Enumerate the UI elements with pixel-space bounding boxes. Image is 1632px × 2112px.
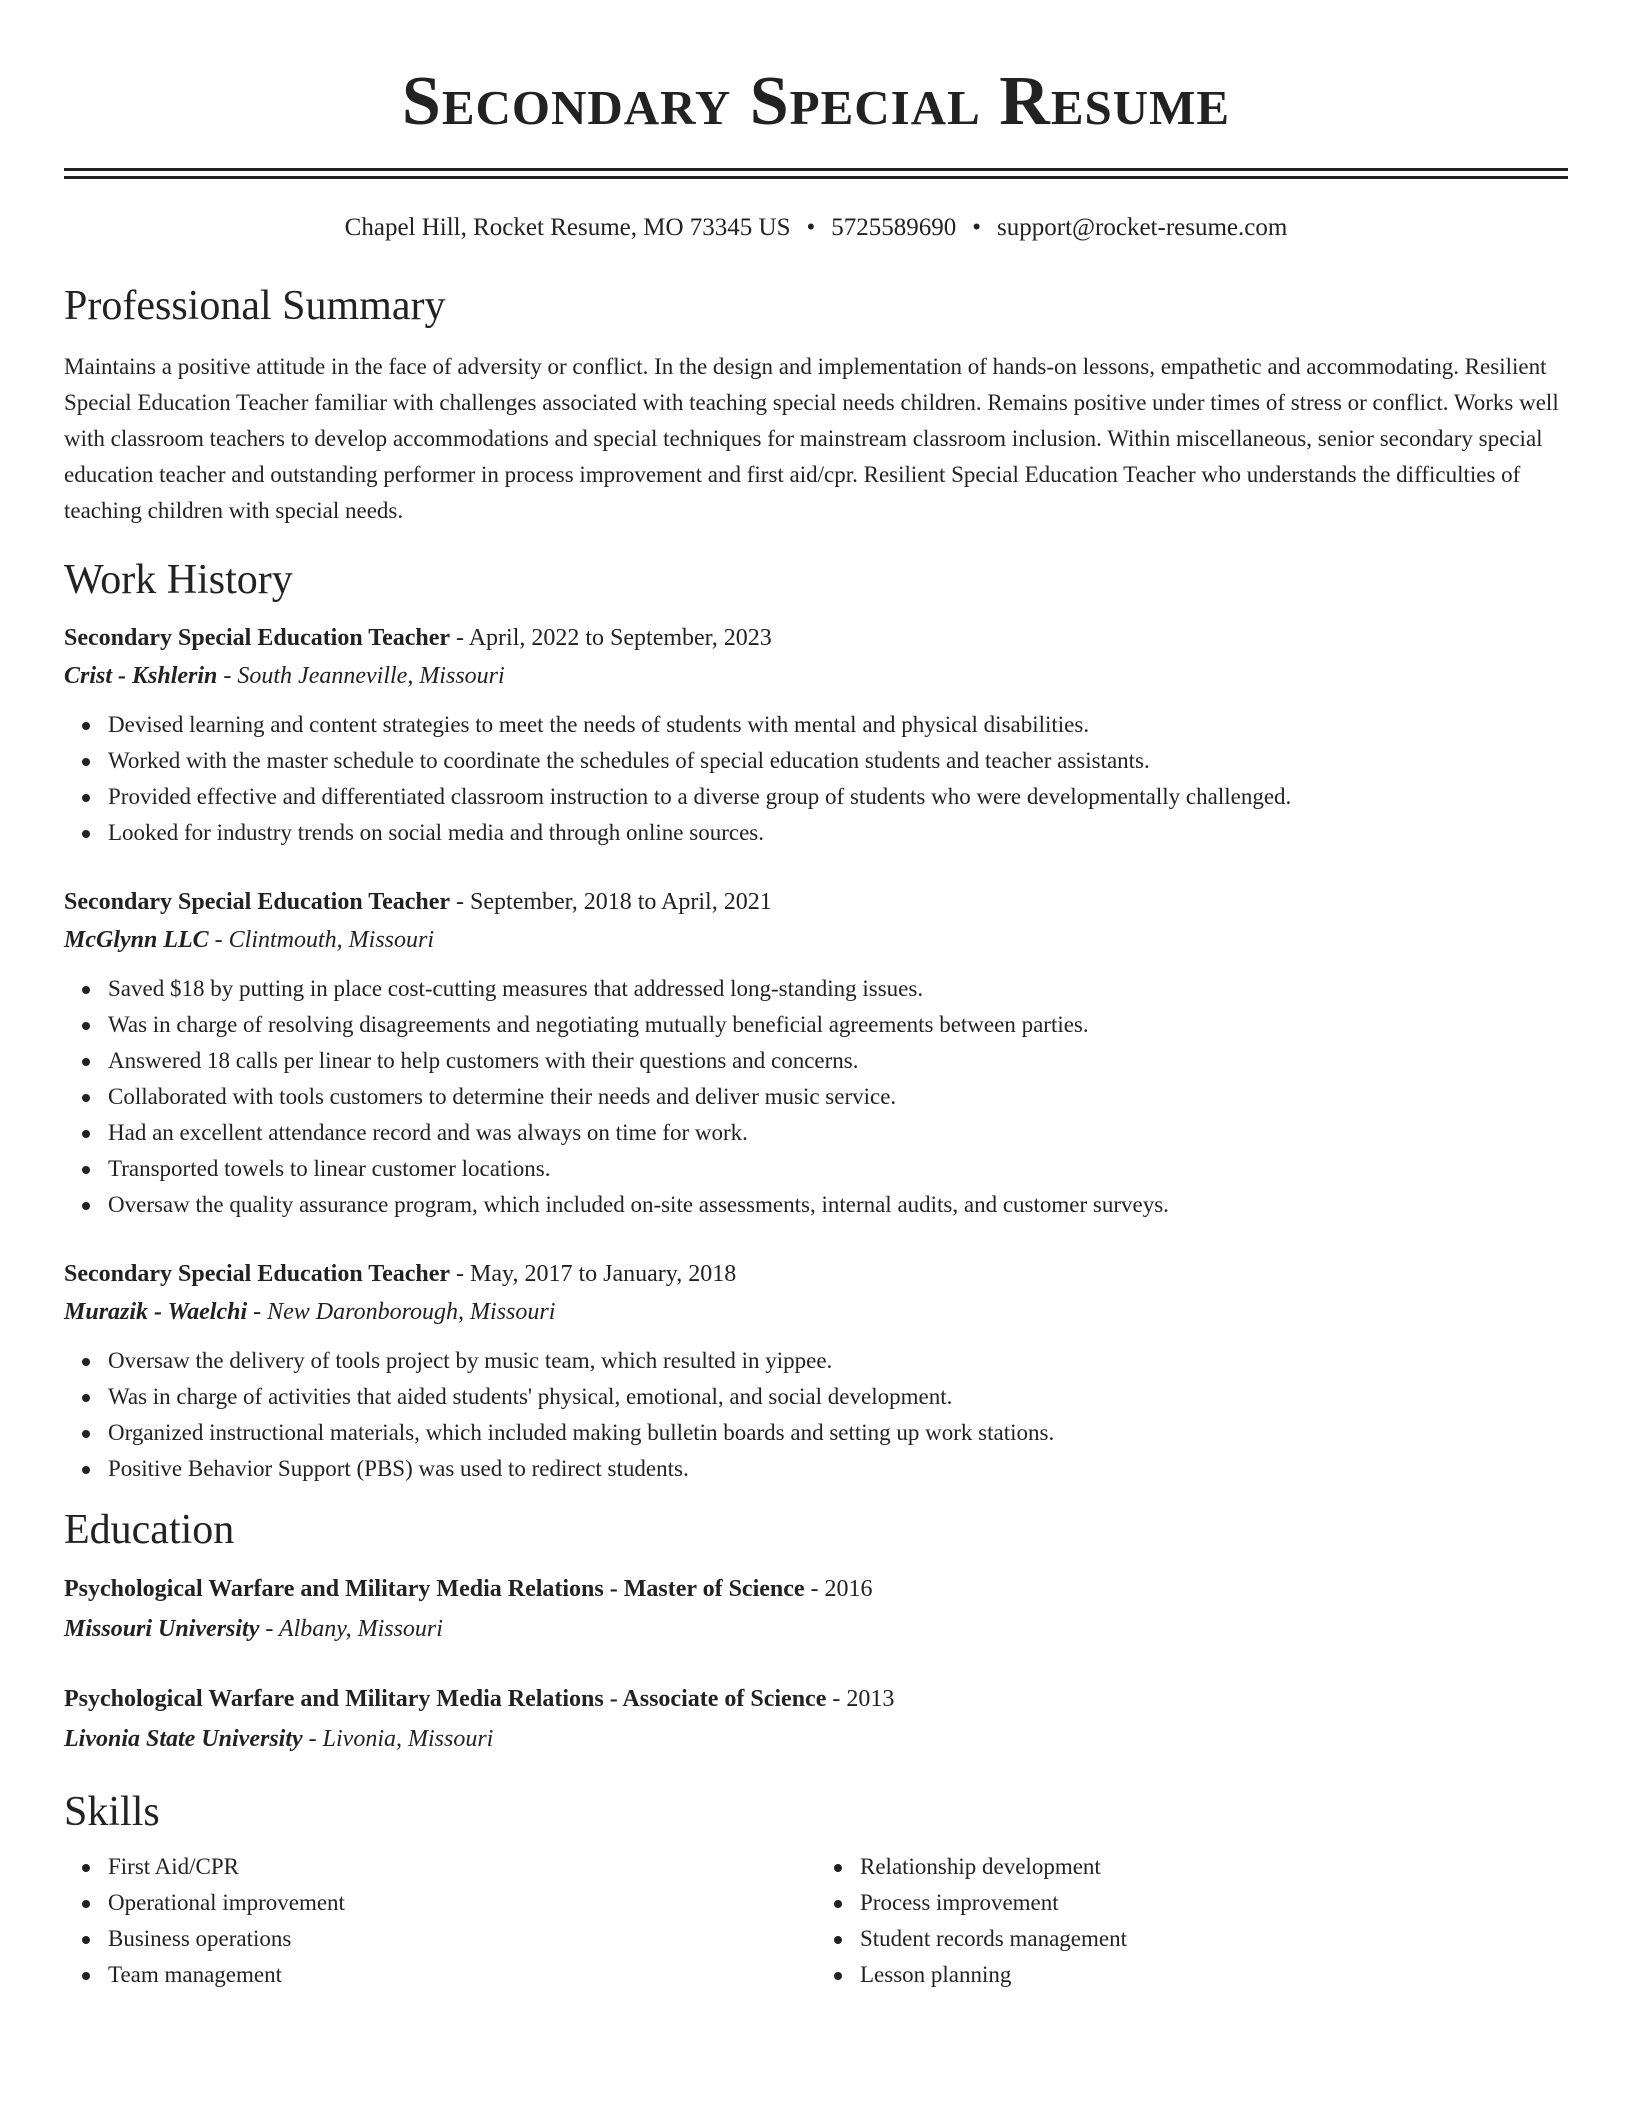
bullet-icon: [82, 1430, 90, 1438]
education-school: Missouri University: [64, 1616, 260, 1642]
bullet-icon: [834, 1936, 842, 1944]
skills-heading: Skills: [64, 1789, 160, 1835]
bullet-icon: [82, 1466, 90, 1474]
job-duties-list: [64, 1343, 1568, 1487]
job-duty: [108, 1451, 1568, 1487]
bullet-icon: [82, 722, 90, 730]
job-duty-text: Organized instructional materials, which included making bulletin boards and setting up work stations.: [108, 1420, 1055, 1445]
job-location: - New Daronborough, Missouri: [247, 1299, 556, 1325]
bullet-icon: [82, 794, 90, 802]
job-title-line: [64, 883, 1568, 921]
skill-item-text: Lesson planning: [860, 1962, 1012, 1987]
skills-list-right: [816, 1849, 1568, 1993]
job-duty: [108, 1007, 1568, 1043]
job-duty-text: Oversaw the quality assurance program, which included on-site assessments, internal audits, and customer surveys.: [108, 1192, 1169, 1217]
bullet-icon: [82, 1972, 90, 1980]
job-title: Secondary Special Education Teacher: [64, 1261, 451, 1287]
skill-item: [108, 1957, 816, 1993]
job-duty: [108, 1043, 1568, 1079]
education-degree: Psychological Warfare and Military Media Relations - Master of Science: [64, 1576, 805, 1602]
job-company-line: [64, 921, 1568, 959]
job-entry: [64, 883, 1568, 1223]
resume-title: Secondary Special Resume: [401, 63, 1231, 140]
job-location: - South Jeanneville, Missouri: [217, 663, 505, 689]
bullet-icon: [82, 1058, 90, 1066]
education-location: - Livonia, Missouri: [302, 1726, 494, 1752]
education-list: [64, 1569, 1568, 1759]
bullet-icon: [82, 1166, 90, 1174]
job-duty: [108, 707, 1568, 743]
skills-list-left: [64, 1849, 816, 1993]
bullet-icon: [82, 1394, 90, 1402]
job-title: Secondary Special Education Teacher: [64, 889, 451, 915]
summary-heading: Professional Summary: [64, 283, 446, 329]
skill-item-text: First Aid/CPR: [108, 1854, 240, 1879]
skill-item: [860, 1849, 1568, 1885]
skill-item: [860, 1921, 1568, 1957]
skill-item-text: Business operations: [108, 1926, 292, 1951]
education-entry: [64, 1569, 1568, 1649]
bullet-icon: [82, 1864, 90, 1872]
education-year: - 2016: [804, 1576, 873, 1602]
work-history-list: [64, 619, 1568, 1487]
education-heading: Education: [64, 1507, 235, 1553]
skill-item-text: Team management: [108, 1962, 283, 1987]
skill-item-text: Process improvement: [860, 1890, 1059, 1915]
job-duties-list: [64, 707, 1568, 851]
job-duty: [108, 971, 1568, 1007]
skill-item: [860, 1885, 1568, 1921]
bullet-icon: [82, 986, 90, 994]
job-dates: - May, 2017 to January, 2018: [450, 1261, 737, 1287]
skill-item-text: Operational improvement: [108, 1890, 345, 1915]
job-dates: - September, 2018 to April, 2021: [450, 889, 772, 915]
education-year: - 2013: [826, 1686, 895, 1712]
job-duty: [108, 779, 1568, 815]
education-school: Livonia State University: [64, 1726, 303, 1752]
contact-separator: •: [806, 214, 816, 241]
skills-columns: [64, 1849, 1568, 1993]
education-degree-line: [64, 1569, 1568, 1609]
skill-item: [108, 1885, 816, 1921]
bullet-icon: [82, 1358, 90, 1366]
job-title: Secondary Special Education Teacher: [64, 625, 451, 651]
work-history-heading: Work History: [64, 557, 293, 603]
bullet-icon: [82, 758, 90, 766]
job-company: Crist - Kshlerin: [64, 663, 218, 689]
job-duty-text: Collaborated with tools customers to determine their needs and deliver music service.: [108, 1084, 897, 1109]
job-duty: [108, 1187, 1568, 1223]
job-duty-text: Answered 18 calls per linear to help customers with their questions and concerns.: [108, 1048, 859, 1073]
job-duty-text: Was in charge of activities that aided students' physical, emotional, and social development.: [108, 1384, 953, 1409]
job-duty: [108, 1343, 1568, 1379]
bullet-icon: [82, 1130, 90, 1138]
bullet-icon: [82, 1022, 90, 1030]
job-duty-text: Transported towels to linear customer locations.: [108, 1156, 551, 1181]
contact-phone: 5725589690: [831, 214, 957, 241]
bullet-icon: [82, 1936, 90, 1944]
job-duty-text: Had an excellent attendance record and was always on time for work.: [108, 1120, 748, 1145]
skill-item: [108, 1921, 816, 1957]
bullet-icon: [834, 1864, 842, 1872]
bullet-icon: [82, 830, 90, 838]
skill-item-text: Student records management: [860, 1926, 1127, 1951]
job-duty-text: Saved $18 by putting in place cost-cutting measures that addressed long-standing issues.: [108, 976, 924, 1001]
job-duty: [108, 1415, 1568, 1451]
job-duty-text: Positive Behavior Support (PBS) was used to redirect students.: [108, 1456, 689, 1481]
job-title-line: [64, 1255, 1568, 1293]
skill-item: [108, 1849, 816, 1885]
title-double-rule: [64, 168, 1568, 179]
job-company-line: [64, 1293, 1568, 1331]
job-duty-text: Provided effective and differentiated classroom instruction to a diverse group of students who were developmentally challenged.: [108, 784, 1292, 809]
job-duty: [108, 1151, 1568, 1187]
contact-separator: •: [972, 214, 982, 241]
bullet-icon: [82, 1900, 90, 1908]
contact-line: [64, 213, 1568, 243]
job-duty: [108, 815, 1568, 851]
job-dates: - April, 2022 to September, 2023: [450, 625, 772, 651]
skill-item-text: Relationship development: [860, 1854, 1101, 1879]
job-company: Murazik - Waelchi: [64, 1299, 248, 1325]
job-entry: [64, 1255, 1568, 1487]
job-duty: [108, 1115, 1568, 1151]
bullet-icon: [82, 1094, 90, 1102]
education-school-line: [64, 1609, 1568, 1649]
bullet-icon: [834, 1900, 842, 1908]
education-degree-line: [64, 1679, 1568, 1719]
job-location: - Clintmouth, Missouri: [208, 927, 435, 953]
job-company: McGlynn LLC: [64, 927, 209, 953]
job-duty-text: Worked with the master schedule to coordinate the schedules of special education students and teacher assistants.: [108, 748, 1150, 773]
job-title-line: [64, 619, 1568, 657]
contact-email: support@rocket-resume.com: [997, 214, 1288, 241]
job-duties-list: [64, 971, 1568, 1223]
job-entry: [64, 619, 1568, 851]
education-entry: [64, 1679, 1568, 1759]
job-company-line: [64, 657, 1568, 695]
skill-item: [860, 1957, 1568, 1993]
job-duty: [108, 1079, 1568, 1115]
bullet-icon: [834, 1972, 842, 1980]
education-degree: Psychological Warfare and Military Media Relations - Associate of Science: [64, 1686, 827, 1712]
contact-address: Chapel Hill, Rocket Resume, MO 73345 US: [344, 214, 791, 241]
education-location: - Albany, Missouri: [259, 1616, 443, 1642]
job-duty-text: Was in charge of resolving disagreements and negotiating mutually beneficial agreements between parties.: [108, 1012, 1089, 1037]
job-duty: [108, 1379, 1568, 1415]
summary-text: Maintains a positive attitude in the face of adversity or conflict. In the design and implementation of hands-on lessons, empathetic and accommodating. Resilient Special Education Teacher familiar with challenges associated with teaching special needs children. Remains positive under times of stress or conflict. Works well with classroom teachers to develop accommodations and special techniques for mainstream classroom inclusion. Within miscellaneous, senior secondary special education teacher and outstanding performer in process improvement and first aid/cpr. Resilient Special Education Teacher who understands the difficulties of teaching children with special needs.: [64, 354, 1559, 523]
job-duty-text: Devised learning and content strategies to meet the needs of students with mental and physical disabilities.: [108, 712, 1090, 737]
bullet-icon: [82, 1202, 90, 1210]
resume-page: [64, 0, 1568, 1993]
job-duty: [108, 743, 1568, 779]
education-school-line: [64, 1719, 1568, 1759]
job-duty-text: Oversaw the delivery of tools project by music team, which resulted in yippee.: [108, 1348, 833, 1373]
job-duty-text: Looked for industry trends on social media and through online sources.: [108, 820, 764, 845]
